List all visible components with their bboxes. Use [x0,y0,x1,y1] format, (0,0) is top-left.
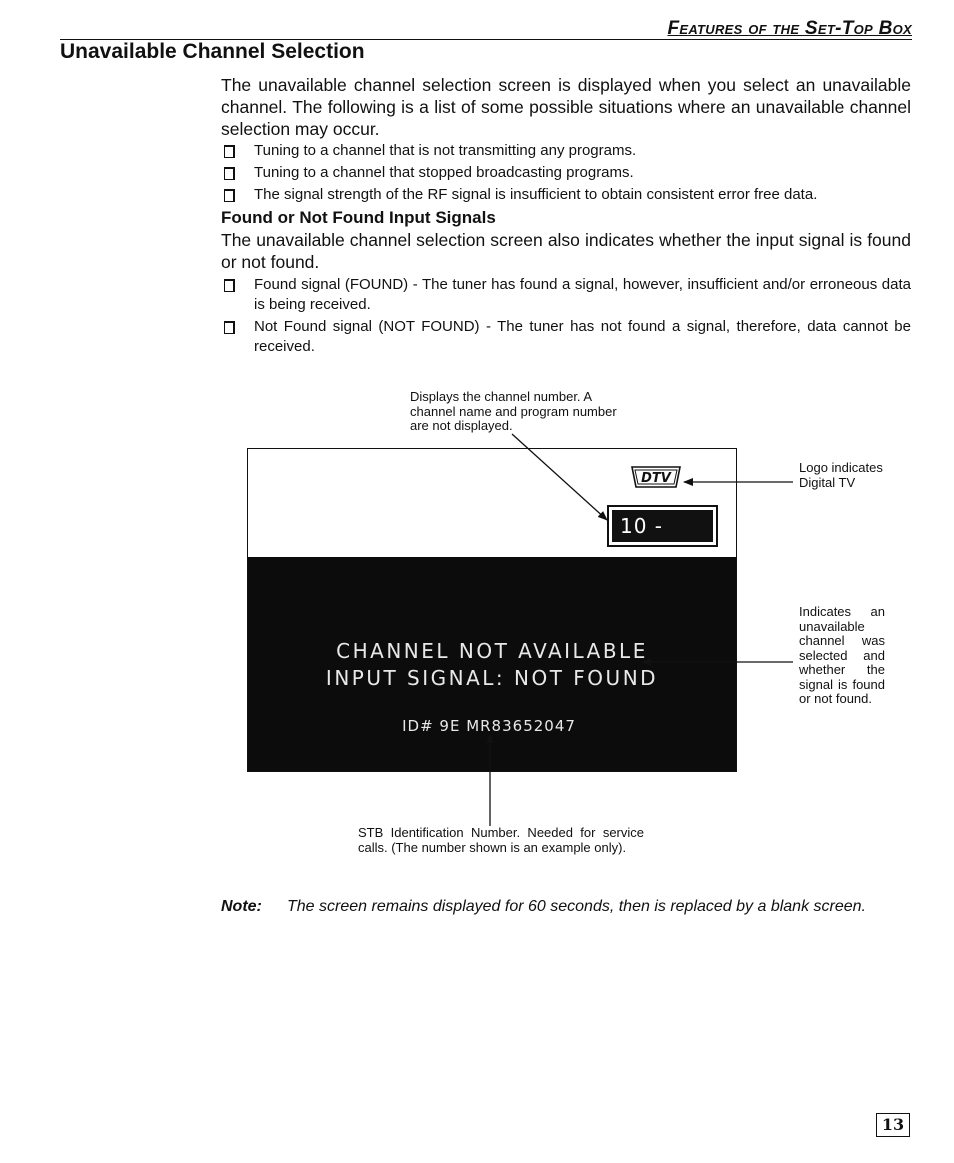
checkbox-bullet-icon [224,279,235,292]
note [221,898,911,916]
checkbox-bullet-icon [224,189,235,202]
dtv-logo-icon [630,463,682,489]
callout-channel-number: Displays the channel number. A channel name and program number are not displayed. [410,389,617,433]
tv-screen-illustration [247,448,737,772]
list-item-text: Tuning to a channel that stopped broadcasting programs. [254,164,634,181]
callout-unavailable: Indicates an unavailable channel was selected and whether the signal is found or not found. [799,604,885,706]
list-item-text: The signal strength of the RF signal is insufficient to obtain consistent error free data. [254,186,818,203]
list-item [221,163,911,183]
message-input-signal: INPUT SIGNAL: NOT FOUND [325,666,659,690]
logo-text: DTV [641,471,671,486]
checkbox-bullet-icon [224,321,235,334]
stb-id-number: ID# 9E MR83652047 [402,717,576,735]
channel-number: 10 - [612,510,713,542]
screen-message-area [248,557,736,772]
list-item [221,275,911,315]
message-channel-not-available: CHANNEL NOT AVAILABLE [336,639,648,663]
list-item [221,185,911,205]
running-head: Features of the Set-Top Box [667,18,912,39]
list-item-text: Tuning to a channel that is not transmitting any programs. [254,142,637,159]
signals-list [221,275,911,359]
note-label: Note: [221,898,262,915]
channel-number-box [607,505,718,547]
subsection-heading: Found or Not Found Input Signals [221,208,496,227]
list-item [221,317,911,357]
section-title: Unavailable Channel Selection [60,40,365,63]
situations-list [221,141,911,207]
list-item [221,141,911,161]
intro-paragraph: The unavailable channel selection screen is displayed when you select an unavailable channel. The following is a list of some possible situations where an unavailable channel selection may occur. [221,75,911,139]
page-number: 13 [876,1113,910,1137]
note-text: The screen remains displayed for 60 seconds, then is replaced by a blank screen. [287,898,866,915]
checkbox-bullet-icon [224,145,235,158]
list-item-text: Found signal (FOUND) - The tuner has found a signal, however, insufficient and/or erroneous data is being received. [254,276,911,313]
signal-paragraph: The unavailable channel selection screen also indicates whether the input signal is found or not found. [221,230,911,272]
callout-stb-id: STB Identification Number. Needed for service calls. (The number shown is an example only). [358,825,644,855]
callout-logo: Logo indicates Digital TV [799,460,883,490]
list-item-text: Not Found signal (NOT FOUND) - The tuner has not found a signal, therefore, data cannot be received. [254,318,911,355]
checkbox-bullet-icon [224,167,235,180]
